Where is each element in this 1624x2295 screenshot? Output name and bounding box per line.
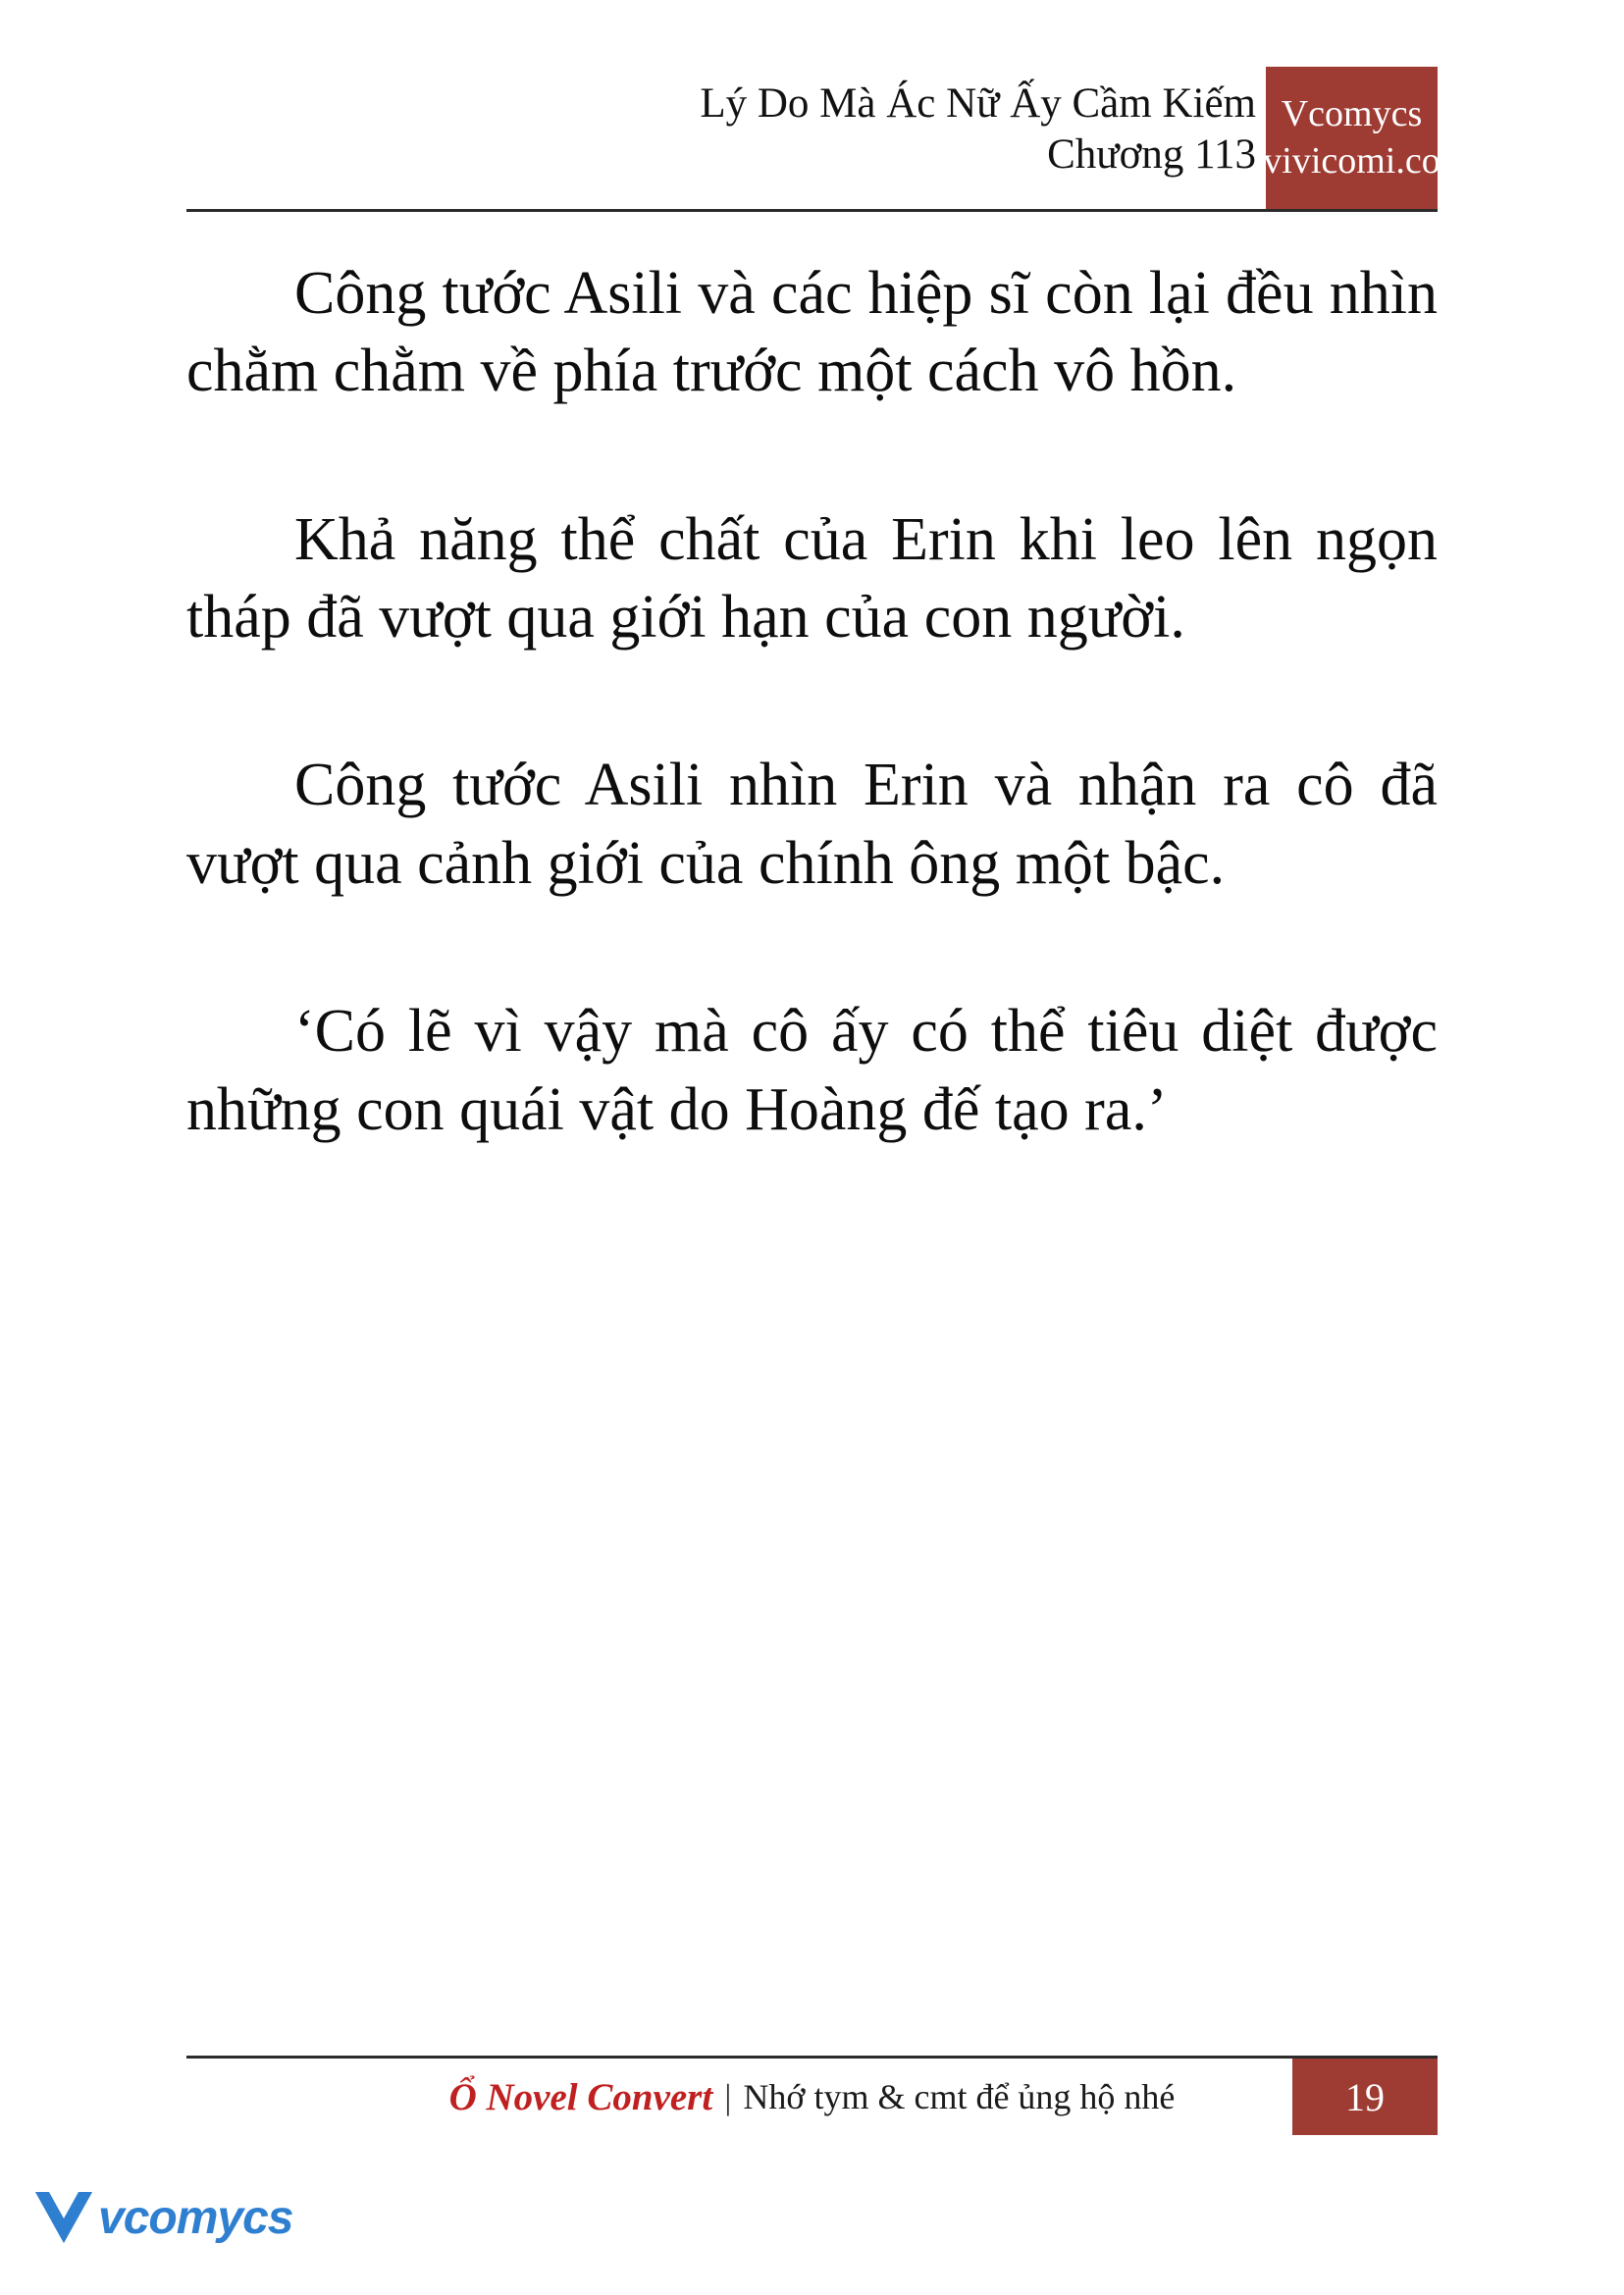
vcomycs-watermark (35, 2164, 310, 2271)
footer-brand: Ổ Novel Convert (448, 2075, 713, 2118)
header-divider (186, 209, 1438, 212)
site-badge (1263, 67, 1441, 209)
paragraph: Khả năng thể chất của Erin khi leo lên ngọn tháp đã vượt qua giới hạn của con người. (186, 505, 1438, 652)
site-badge-name: Vcomycs (1281, 93, 1423, 134)
footer-credit (186, 2059, 1438, 2135)
page-body (186, 255, 1438, 1149)
paragraph: ‘Có lẽ vì vậy mà cô ấy có thể tiêu diệt được những con quái vật do Hoàng đế tạo ra.’ (186, 998, 1438, 1143)
vcomycs-logo-icon (35, 2192, 92, 2243)
page-number-badge: 19 (1292, 2059, 1438, 2135)
watermark-label: vcomycs (98, 2191, 293, 2244)
site-badge-url: vivicomi.co (1263, 139, 1441, 182)
footer-separator: | (724, 2077, 732, 2116)
chapter-label: Chương 113 (1047, 131, 1256, 178)
footer-note: Nhớ tym & cmt để ủng hộ nhé (743, 2077, 1176, 2116)
page-header (186, 78, 1441, 216)
paragraph: Công tước Asili nhìn Erin và nhận ra cô đã vượt qua cảnh giới của chính ông một bậc. (186, 752, 1438, 897)
page-footer (186, 2056, 1438, 2146)
paragraph: Công tước Asili và các hiệp sĩ còn lại đều nhìn chằm chằm về phía trước một cách vô hồn. (186, 260, 1438, 405)
book-title: Lý Do Mà Ác Nữ Ấy Cầm Kiếm (700, 80, 1256, 127)
